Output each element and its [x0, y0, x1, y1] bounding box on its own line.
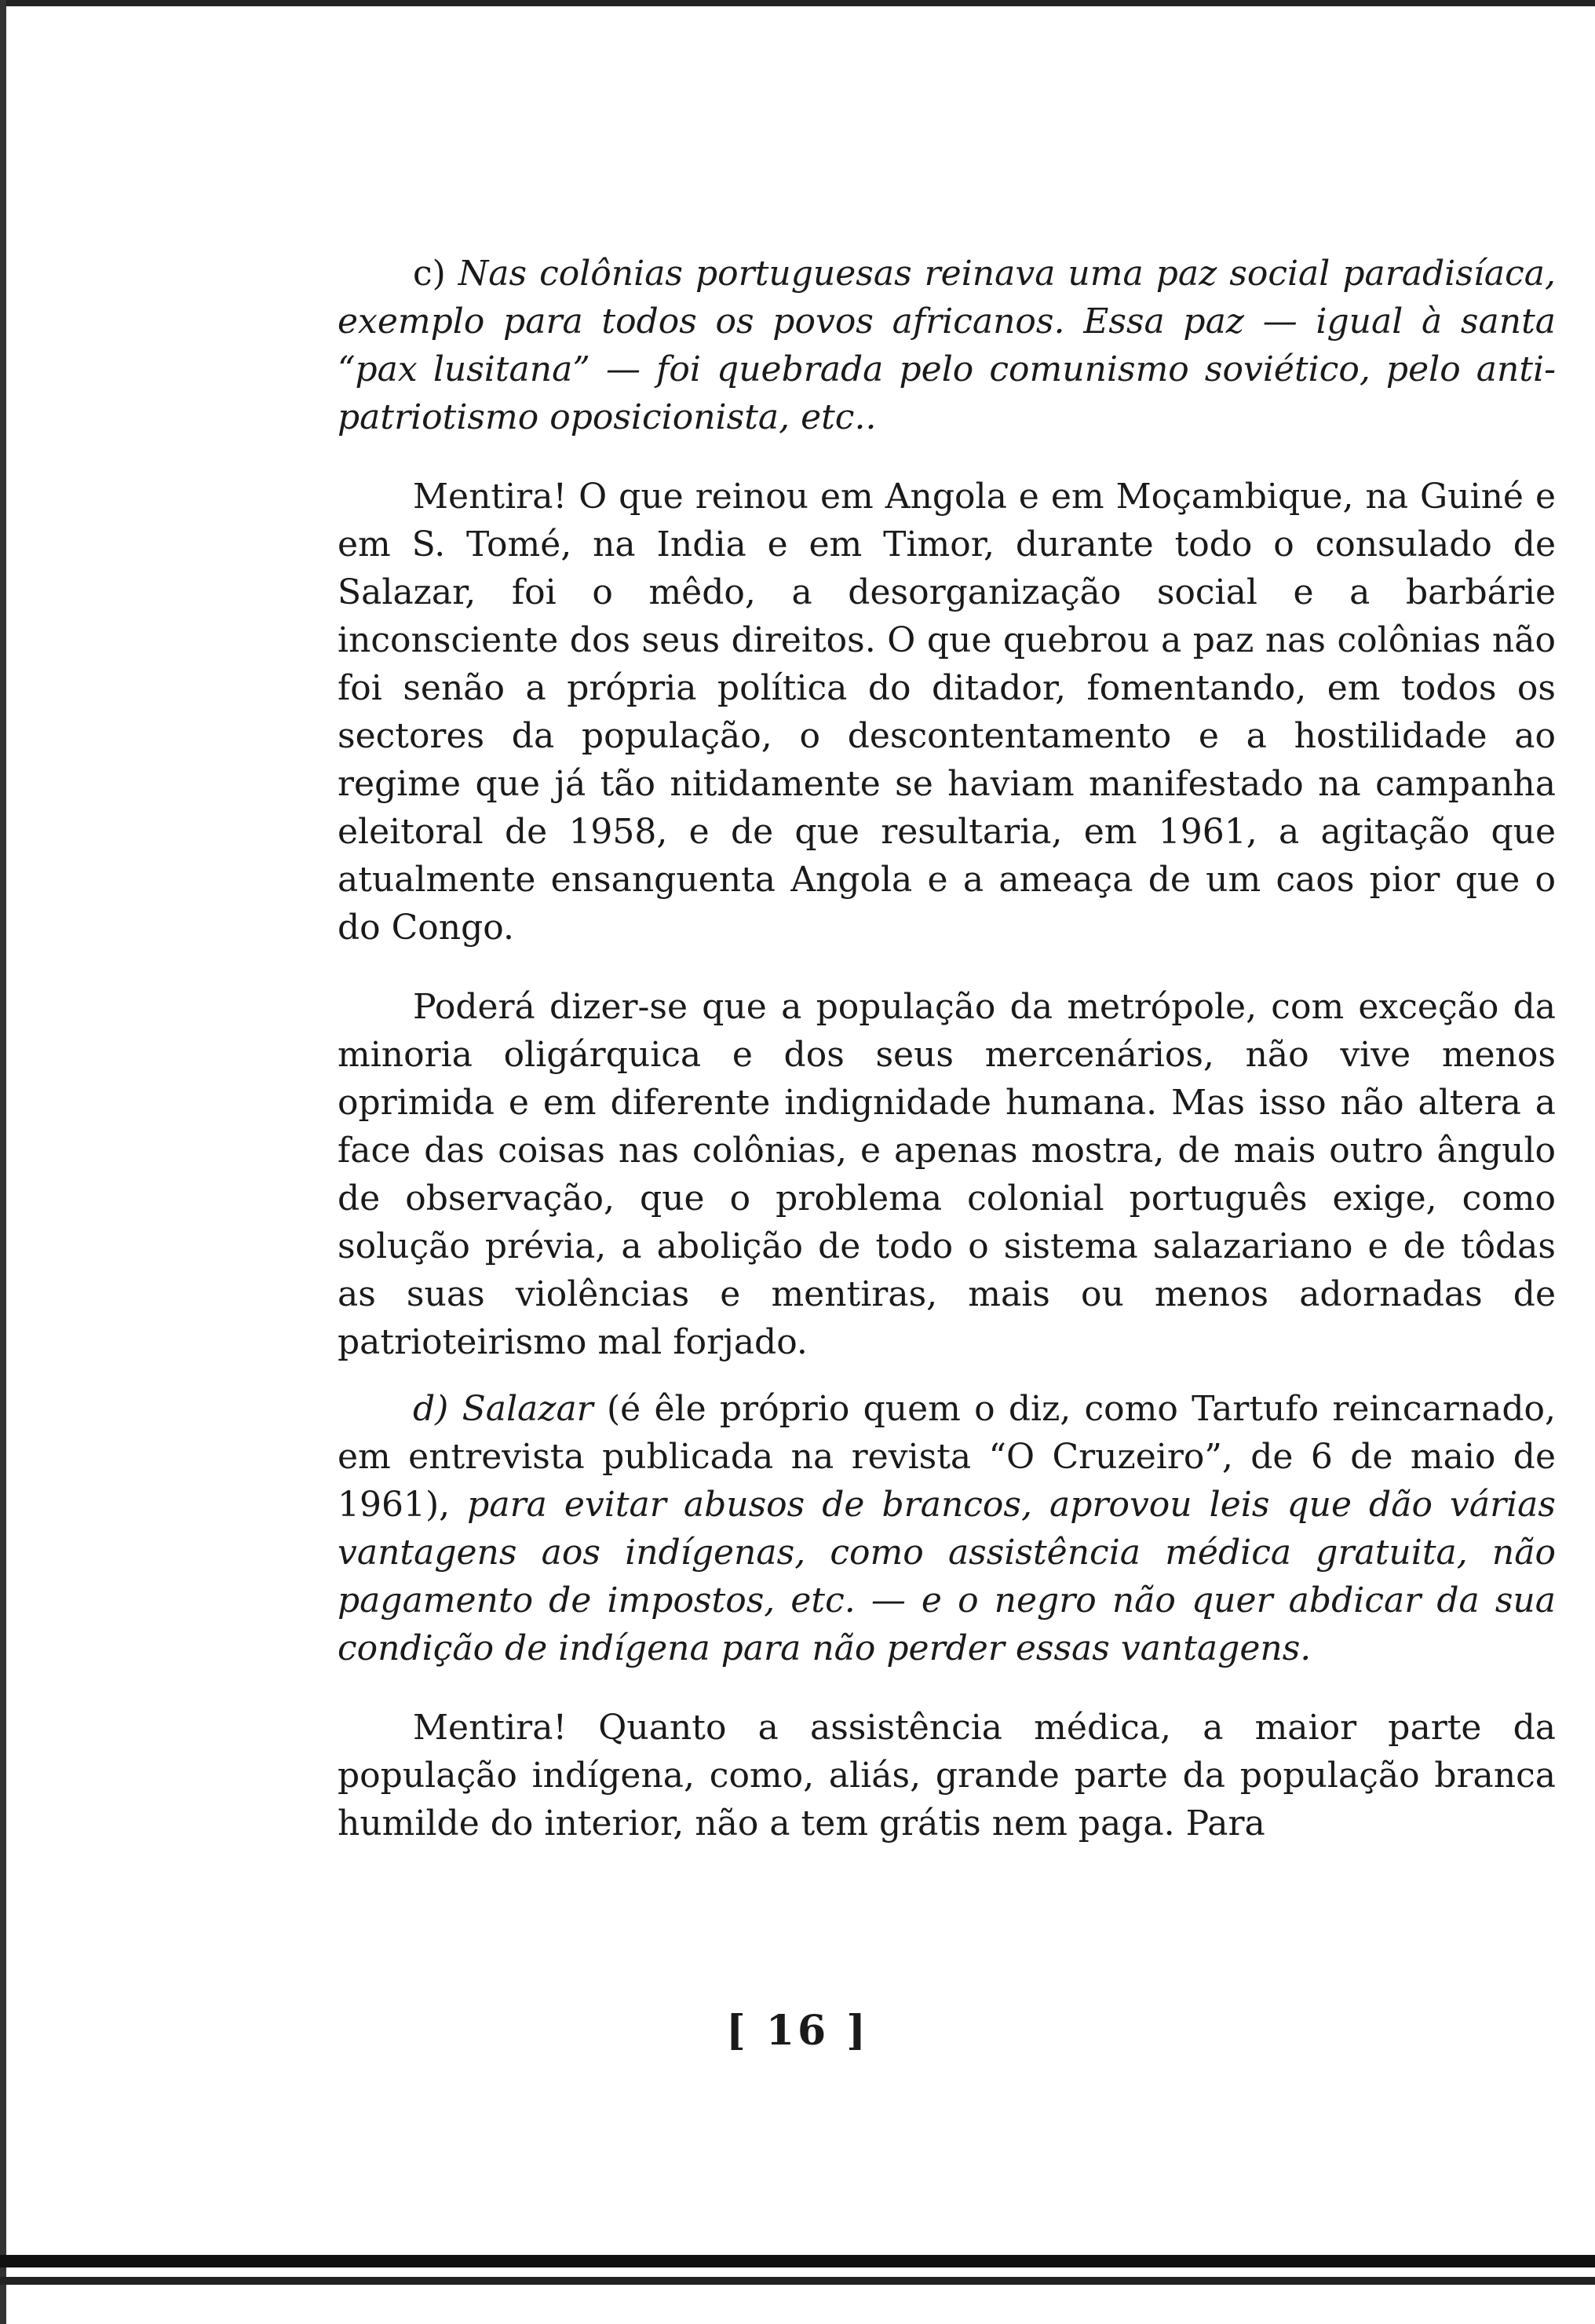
- page-body: [338, 250, 1556, 1847]
- paragraph-c-text: Nas colônias portuguesas reinava uma paz social paradisíaca, exemplo para todos os povos africanos. Essa paz — igual à santa “pax lusitana” — foi quebrada pelo comunismo soviético, pelo anti-patriotismo oposicionista, etc..: [338, 254, 1556, 437]
- item-marker-c: c): [413, 254, 458, 294]
- paragraph-d-italic: para evitar abusos de brancos, aprovou leis que dão várias vantagens aos indígenas, como assistência médica gratuita, não pagamento de impostos, etc. — e o negro não quer abdicar da sua condição de indígena para não perder essas vantagens.: [338, 1485, 1556, 1668]
- scan-top-border: [0, 0, 1595, 6]
- paragraph-d-plain: (é êle próprio quem o diz, como Tartufo reincarnado, em entrevista publicada na revista “O Cruzeiro”, de 6 de maio de 1961),: [338, 1389, 1556, 1525]
- paragraph-mentira-2: Mentira! Quanto a assistência médica, a maior parte da população indígena, como, aliás, grande parte da população branca humilde do interior, não a tem grátis nem paga. Para: [338, 1708, 1556, 1843]
- paragraph-c: [338, 250, 1556, 441]
- scan-left-border: [0, 0, 6, 2324]
- page-number: [ 16 ]: [726, 2007, 869, 2055]
- paragraph-mentira-1: Mentira! O que reinou em Angola e em Moçambique, na Guiné e em S. Tomé, na India e em Timor, durante todo o consulado de Salazar, foi o mêdo, a desorganização social e a barbárie inconsciente dos seus direitos. O que quebrou a paz nas colônias não foi senão a própria política do ditador, fomentando, em todos os sectores da população, o descontentamento e a hostilidade ao regime que já tão nitidamente se haviam manifestado na campanha eleitoral de 1958, e de que resultaria, em 1961, a agitação que atualmente ensanguenta Angola e a ameaça de um caos pior que o do Congo.: [338, 477, 1556, 948]
- scan-bottom-border-2: [0, 2277, 1595, 2285]
- paragraph-d: [338, 1385, 1556, 1672]
- scan-bottom-border: [0, 2255, 1595, 2267]
- item-marker-d: d) Salazar: [413, 1389, 593, 1429]
- paragraph-podera: Poderá dizer-se que a população da metrópole, com exceção da minoria oligárquica e dos seus mercenários, não vive menos oprimida e em diferente indignidade humana. Mas isso não altera a face das coisas nas colônias, e apenas mostra, de mais outro ângulo de observação, que o problema colonial português exige, como solução prévia, a abolição de todo o sistema salazariano e de tôdas as suas violências e mentiras, mais ou menos adornadas de patrioteirismo mal forjado.: [338, 987, 1556, 1362]
